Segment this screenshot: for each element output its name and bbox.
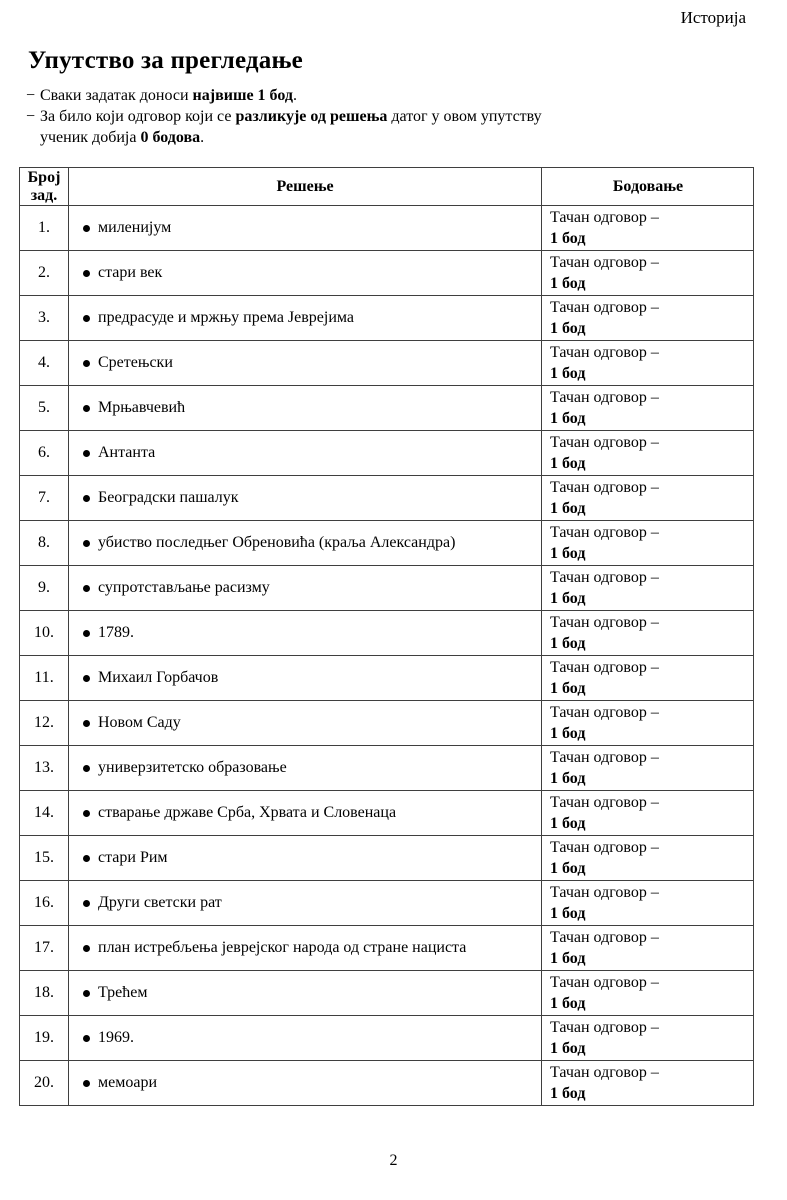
scoring-line1: Тачан одговор – [550, 524, 659, 541]
scoring-cell [541, 926, 754, 970]
scoring-line2: 1 бод [550, 905, 586, 922]
instruction-segment-bold: разликује од решења [235, 108, 388, 125]
table-row [20, 970, 753, 1015]
scoring-line1: Тачан одговор – [550, 839, 659, 856]
task-number-cell: 8. [38, 534, 50, 551]
scoring-line2: 1 бод [550, 950, 586, 967]
scoring-line1: Тачан одговор – [550, 434, 659, 451]
scoring-line2: 1 бод [550, 545, 586, 562]
table-row [20, 1015, 753, 1060]
scoring-line2: 1 бод [550, 320, 586, 337]
scoring-cell [541, 1061, 754, 1105]
scoring-line2: 1 бод [550, 500, 586, 517]
task-number-cell: 16. [34, 894, 54, 911]
table-row [20, 835, 753, 880]
solution-cell [68, 746, 541, 790]
scoring-line1: Тачан одговор – [550, 389, 659, 406]
scoring-line1: Тачан одговор – [550, 254, 659, 271]
solution-cell [68, 1061, 541, 1105]
solution-text: Новом Саду [98, 714, 181, 731]
solution-cell [68, 791, 541, 835]
instruction-line [40, 127, 542, 148]
bullet-icon [83, 720, 90, 727]
scoring-cell [541, 341, 754, 385]
dash-bullet: − [26, 87, 36, 104]
solution-text: супротстављање расизму [98, 579, 270, 596]
scoring-cell [541, 431, 754, 475]
scoring-line1: Тачан одговор – [550, 749, 659, 766]
instruction-segment: . [200, 129, 205, 146]
scoring-line2: 1 бод [550, 860, 586, 877]
solution-text: план истребљења јеврејског народа од стране нациста [98, 939, 467, 956]
table-row [20, 385, 753, 430]
solution-cell [68, 836, 541, 880]
scoring-line2: 1 бод [550, 635, 586, 652]
table-row [20, 880, 753, 925]
scoring-cell [541, 296, 754, 340]
scoring-cell [541, 386, 754, 430]
scoring-line1: Тачан одговор – [550, 974, 659, 991]
task-number-cell: 13. [34, 759, 54, 776]
task-number-cell: 7. [38, 489, 50, 506]
scoring-line2: 1 бод [550, 1040, 586, 1057]
table-row [20, 475, 753, 520]
scoring-line1: Тачан одговор – [550, 929, 659, 946]
bullet-icon [83, 1035, 90, 1042]
bullet-icon [83, 225, 90, 232]
header-task-number [20, 168, 68, 205]
table-row [20, 565, 753, 610]
solution-text: Трећем [98, 984, 148, 1001]
solution-text: убиство последњег Обреновића (краља Александра) [98, 534, 456, 551]
task-number-cell: 14. [34, 804, 54, 821]
solution-cell [68, 476, 541, 520]
instruction-item-2 [26, 106, 736, 148]
task-number-cell: 18. [34, 984, 54, 1001]
solution-text: Београдски пашалук [98, 489, 239, 506]
table-row [20, 700, 753, 745]
bullet-icon [83, 990, 90, 997]
scoring-cell [541, 611, 754, 655]
table-row [20, 610, 753, 655]
scoring-line1: Тачан одговор – [550, 614, 659, 631]
scoring-line1: Тачан одговор – [550, 479, 659, 496]
scoring-line1: Тачан одговор – [550, 884, 659, 901]
solution-text: Михаил Горбачов [98, 669, 219, 686]
table-row [20, 790, 753, 835]
instruction-segment: За било који одговор који се [40, 108, 236, 125]
bullet-icon [83, 810, 90, 817]
solution-cell [68, 566, 541, 610]
bullet-icon [83, 1080, 90, 1087]
task-number-cell: 6. [38, 444, 50, 461]
task-number-cell: 1. [38, 219, 50, 236]
scoring-line2: 1 бод [550, 230, 586, 247]
task-number-cell: 3. [38, 309, 50, 326]
task-number-cell: 4. [38, 354, 50, 371]
task-number-cell: 19. [34, 1029, 54, 1046]
solution-text: Сретењски [98, 354, 173, 371]
table-row [20, 205, 753, 250]
scoring-line2: 1 бод [550, 995, 586, 1012]
scoring-cell [541, 971, 754, 1015]
solution-cell [68, 881, 541, 925]
bullet-icon [83, 945, 90, 952]
instruction-item-1 [26, 85, 736, 106]
solution-cell [68, 296, 541, 340]
subject-label: Историја [680, 8, 746, 27]
header-scoring [541, 168, 754, 205]
table-row [20, 250, 753, 295]
bullet-icon [83, 540, 90, 547]
instructions-list [26, 85, 736, 148]
solution-cell [68, 971, 541, 1015]
table-row [20, 430, 753, 475]
task-number-cell: 12. [34, 714, 54, 731]
scoring-cell [541, 746, 754, 790]
bullet-icon [83, 315, 90, 322]
table-row [20, 340, 753, 385]
scoring-line1: Тачан одговор – [550, 299, 659, 316]
scoring-cell [541, 251, 754, 295]
table-row [20, 925, 753, 970]
solution-text: мемоари [98, 1074, 158, 1091]
solution-text: Антанта [98, 444, 156, 461]
scoring-cell [541, 521, 754, 565]
header-scoring-label: Бодовање [612, 177, 684, 195]
scoring-line2: 1 бод [550, 590, 586, 607]
header-task-number-line1: Број [27, 168, 61, 186]
task-number-cell: 20. [34, 1074, 54, 1091]
scoring-line2: 1 бод [550, 1085, 586, 1102]
instruction-text [40, 85, 297, 106]
task-number-cell: 15. [34, 849, 54, 866]
scoring-line1: Тачан одговор – [550, 209, 659, 226]
scoring-line1: Тачан одговор – [550, 344, 659, 361]
scoring-line1: Тачан одговор – [550, 1019, 659, 1036]
scoring-line2: 1 бод [550, 770, 586, 787]
solution-text: Други светски рат [98, 894, 222, 911]
solution-cell [68, 521, 541, 565]
scoring-cell [541, 836, 754, 880]
bullet-icon [83, 630, 90, 637]
scoring-line1: Тачан одговор – [550, 569, 659, 586]
task-number-cell: 17. [34, 939, 54, 956]
bullet-icon [83, 855, 90, 862]
scoring-line2: 1 бод [550, 410, 586, 427]
solution-text: Мрњавчевић [98, 399, 186, 416]
solution-cell [68, 926, 541, 970]
table-row [20, 295, 753, 340]
scoring-cell [541, 881, 754, 925]
solution-cell [68, 251, 541, 295]
task-number-cell: 11. [34, 669, 54, 686]
scoring-line2: 1 бод [550, 365, 586, 382]
scoring-cell [541, 701, 754, 745]
table-row [20, 655, 753, 700]
solution-text: 1969. [98, 1029, 134, 1046]
solution-cell [68, 431, 541, 475]
bullet-icon [83, 360, 90, 367]
task-number-cell: 9. [38, 579, 50, 596]
bullet-icon [83, 495, 90, 502]
instruction-segment-bold: највише 1 бод [192, 87, 293, 104]
header-solution-label: Решење [276, 177, 334, 195]
scoring-line2: 1 бод [550, 680, 586, 697]
bullet-icon [83, 765, 90, 772]
solution-cell [68, 1016, 541, 1060]
solution-cell [68, 386, 541, 430]
solution-text: стварање државе Срба, Хрвата и Словенаца [98, 804, 397, 821]
scoring-line2: 1 бод [550, 815, 586, 832]
instruction-segment: . [292, 87, 297, 104]
answers-table [19, 167, 754, 1106]
solution-cell [68, 701, 541, 745]
scoring-cell [541, 566, 754, 610]
solution-text: 1789. [98, 624, 134, 641]
instruction-segment-bold: 0 бодова [140, 129, 201, 146]
bullet-icon [83, 900, 90, 907]
scoring-cell [541, 656, 754, 700]
scoring-line1: Тачан одговор – [550, 659, 659, 676]
table-row [20, 520, 753, 565]
instruction-text [40, 106, 542, 148]
scoring-line1: Тачан одговор – [550, 704, 659, 721]
instruction-segment: Сваки задатак доноси [40, 87, 193, 104]
solution-cell [68, 341, 541, 385]
page-title: Упутство за прегледање [28, 47, 303, 74]
dash-bullet: − [26, 108, 36, 125]
header-task-number-line2: зад. [30, 186, 58, 204]
scoring-line2: 1 бод [550, 275, 586, 292]
task-number-cell: 2. [38, 264, 50, 281]
solution-text: миленијум [98, 219, 172, 236]
scoring-line1: Тачан одговор – [550, 794, 659, 811]
page-number: 2 [389, 1152, 398, 1169]
bullet-icon [83, 585, 90, 592]
task-number-cell: 5. [38, 399, 50, 416]
solution-text: предрасуде и мржњу према Јеврејима [98, 309, 355, 326]
table-header-row [20, 168, 753, 205]
instruction-segment: ученик добија [40, 129, 141, 146]
table-row [20, 1060, 753, 1105]
scoring-cell [541, 1016, 754, 1060]
scoring-cell [541, 206, 754, 250]
scoring-line1: Тачан одговор – [550, 1064, 659, 1081]
instruction-line [40, 106, 542, 127]
bullet-icon [83, 270, 90, 277]
solution-cell [68, 611, 541, 655]
solution-cell [68, 206, 541, 250]
solution-cell [68, 656, 541, 700]
instruction-segment: датог у овом упутству [387, 108, 542, 125]
scoring-line2: 1 бод [550, 725, 586, 742]
table-row [20, 745, 753, 790]
scoring-cell [541, 476, 754, 520]
solution-text: универзитетско образовање [98, 759, 287, 776]
task-number-cell: 10. [34, 624, 54, 641]
solution-text: стари век [98, 264, 163, 281]
scoring-cell [541, 791, 754, 835]
bullet-icon [83, 405, 90, 412]
scoring-line2: 1 бод [550, 455, 586, 472]
bullet-icon [83, 450, 90, 457]
bullet-icon [83, 675, 90, 682]
header-solution [68, 168, 541, 205]
solution-text: стари Рим [98, 849, 168, 866]
